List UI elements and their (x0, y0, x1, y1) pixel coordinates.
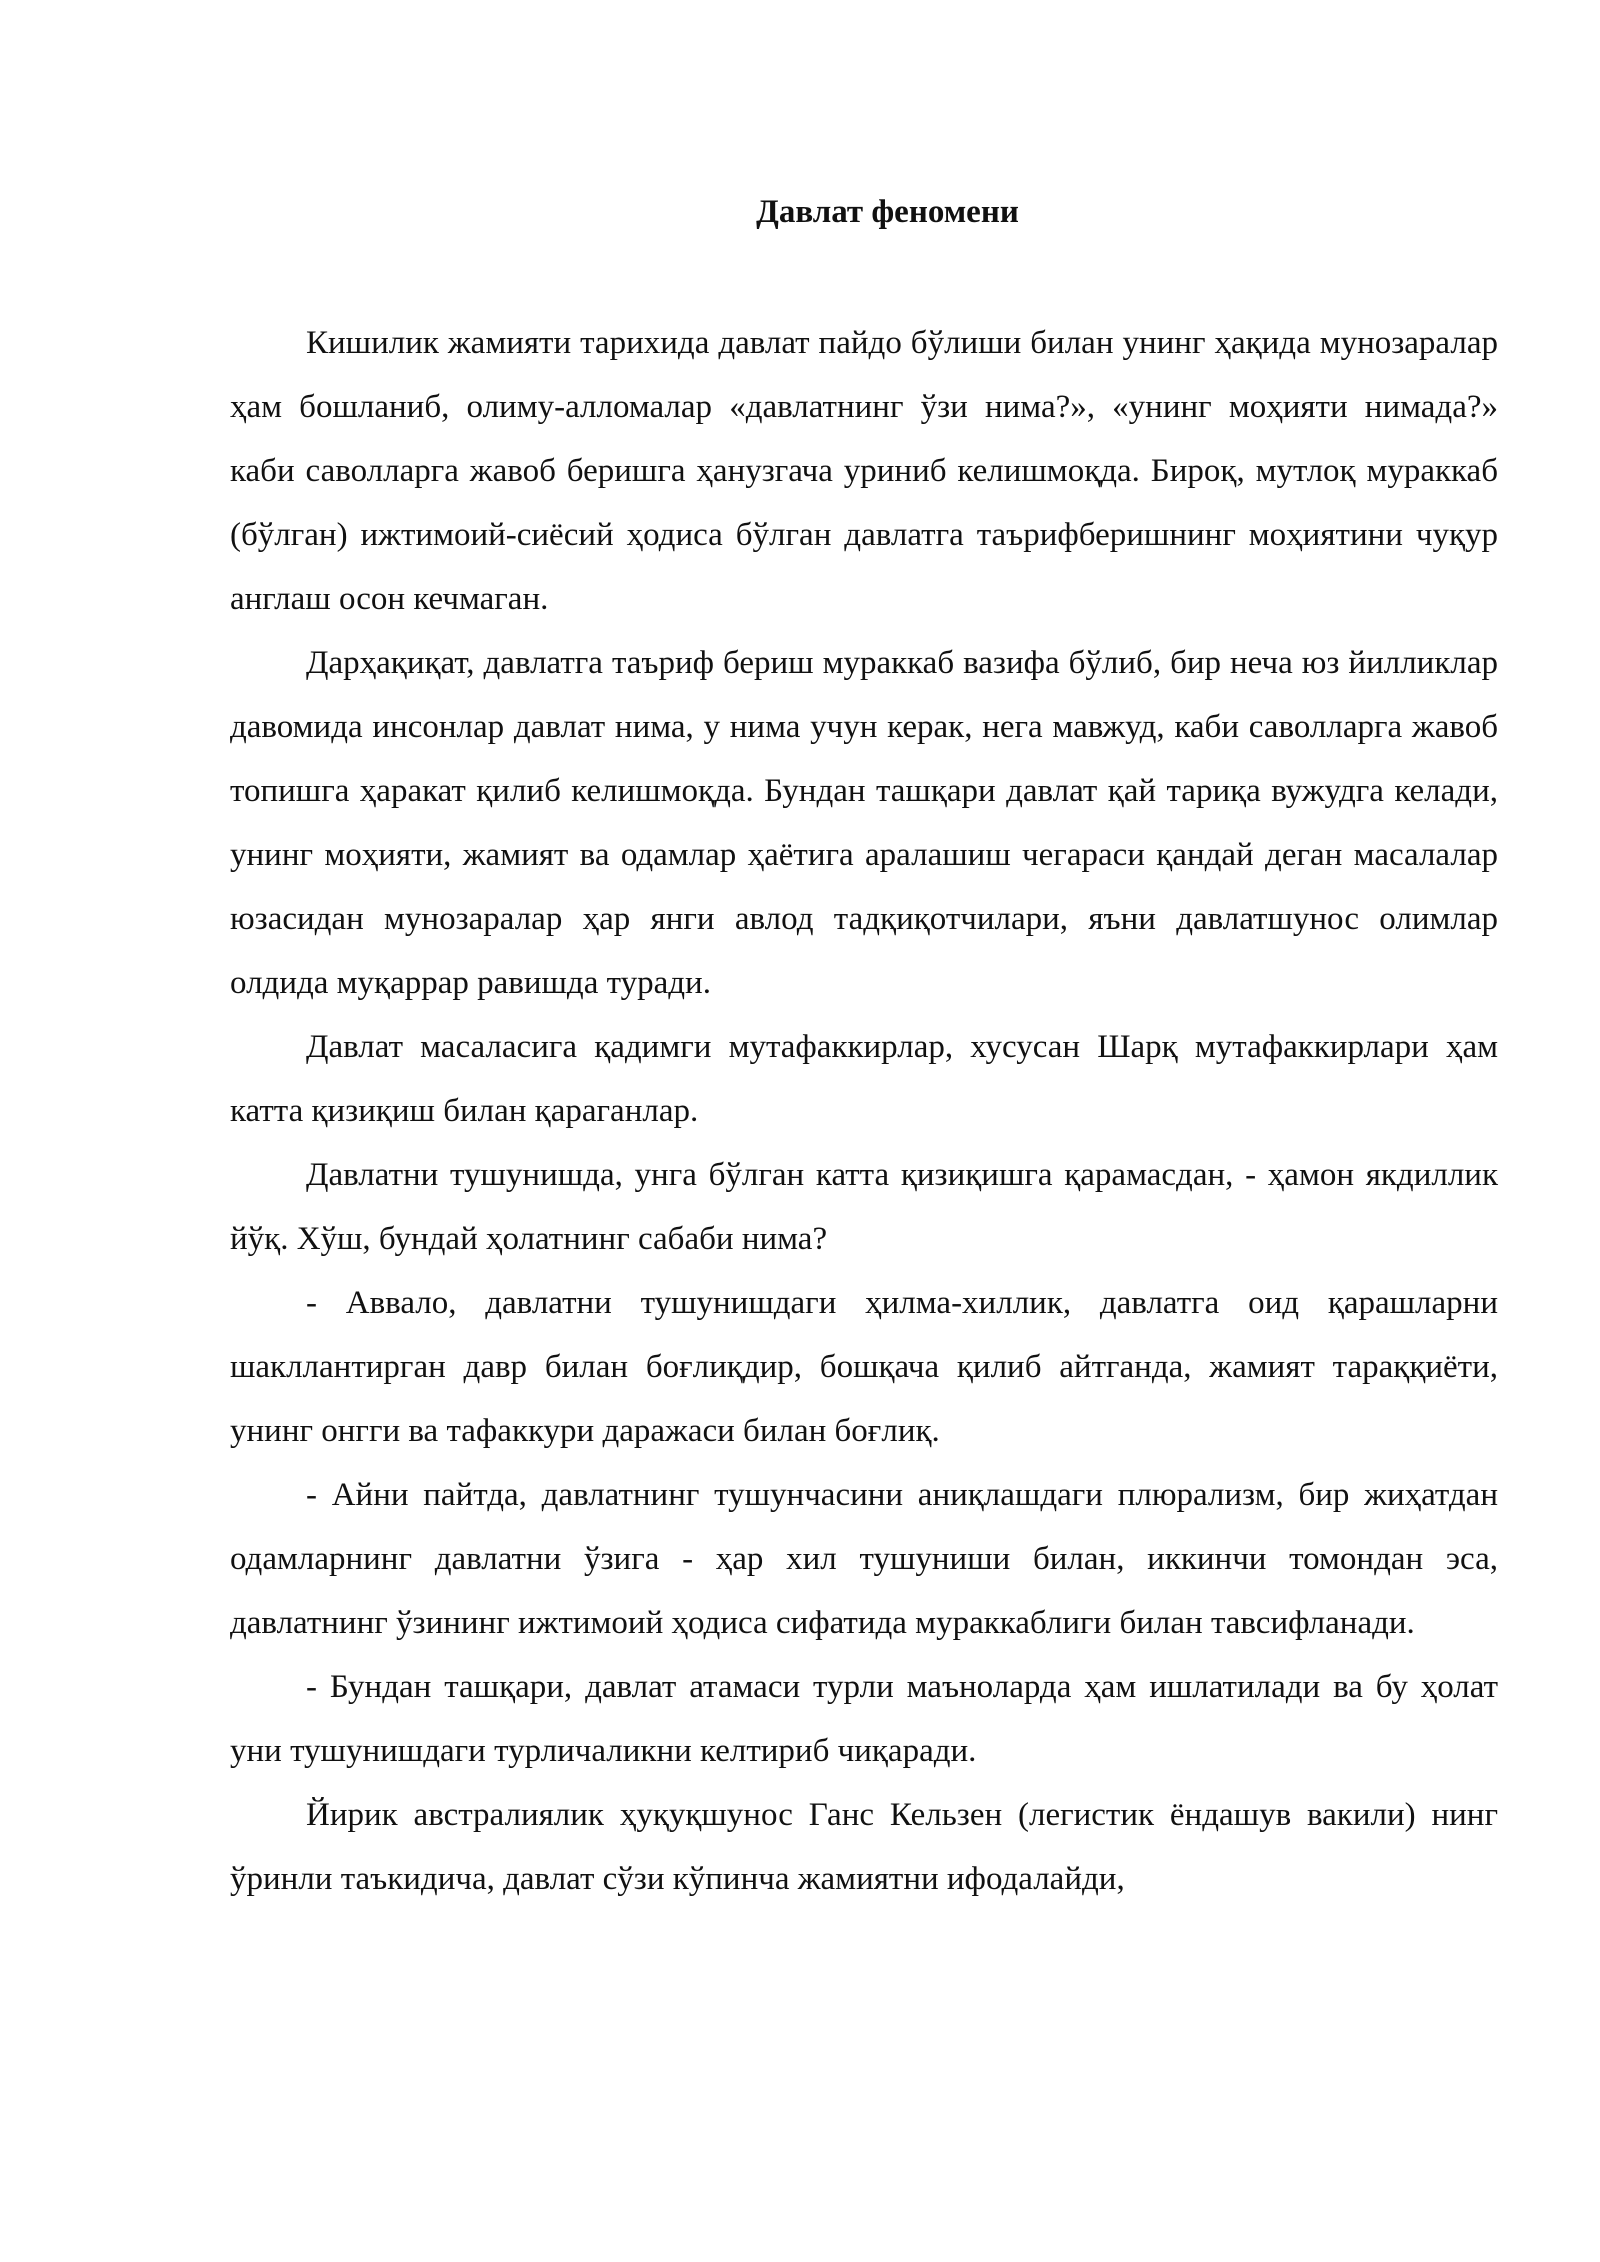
paragraph: - Айни пайтда, давлатнинг тушунчасини аниқлашдаги плюрализм, бир жиҳатдан одамларнинг давлатни ўзига - ҳар хил тушуниши билан, иккинчи томондан эса, давлатнинг ўзининг ижтимоий ҳодиса сифатида мураккаблиги билан тавсифланади. (230, 1477, 1498, 1641)
paragraph: Йирик австралиялик ҳуқуқшунос Ганс Кельзен (легистик ёндашув вакили) нинг ўринли таъкидича, давлат сўзи кўпинча жамиятни ифодалайди, (230, 1797, 1498, 1897)
paragraph: Дарҳақиқат, давлатга таъриф бериш мураккаб вазифа бўлиб, бир неча юз йилликлар давомида инсонлар давлат нима, у нима учун керак, нега мавжуд, каби саволларга жавоб топишга ҳаракат қилиб келишмоқда. Бундан ташқари давлат қай тариқа вужудга келади, унинг моҳияти, жамият ва одамлар ҳаётига аралашиш чегараси қандай деган масалалар юзасидан мунозаралар ҳар янги авлод тадқиқотчилари, яъни давлатшунос олимлар олдида муқаррар равишда туради. (230, 645, 1498, 1001)
paragraph: Давлатни тушунишда, унга бўлган катта қизиқишга қарамасдан, - ҳамон якдиллик йўқ. Хўш, бундай ҳолатнинг сабаби нима? (230, 1157, 1498, 1257)
document-title: Давлат феномени (756, 194, 1019, 230)
document-body (230, 311, 1498, 1911)
paragraph: - Бундан ташқари, давлат атамаси турли маъноларда ҳам ишлатилади ва бу ҳолат уни тушунишдаги турличаликни келтириб чиқаради. (230, 1669, 1498, 1769)
paragraph: Кишилик жамияти тарихида давлат пайдо бўлиши билан унинг ҳақида мунозаралар ҳам бошланиб, олиму-алломалар «давлатнинг ўзи нима?», «унинг моҳияти нимада?» каби саволларга жавоб беришга ҳанузгача уриниб келишмоқда. Бироқ, мутлоқ мураккаб (бўлган) ижтимоий-сиёсий ҳодиса бўлган давлатга таърифберишнинг моҳиятини чуқур англаш осон кечмаган. (230, 325, 1498, 617)
paragraph: - Аввало, давлатни тушунишдаги ҳилма-хиллик, давлатга оид қарашларни шакллантирган давр билан боғлиқдир, бошқача қилиб айтганда, жамият тараққиёти, унинг онгги ва тафаккури даражаси билан боғлиқ. (230, 1285, 1498, 1449)
paragraph: Давлат масаласига қадимги мутафаккирлар, хусусан Шарқ мутафаккирлари ҳам катта қизиқиш билан қараганлар. (230, 1029, 1498, 1129)
